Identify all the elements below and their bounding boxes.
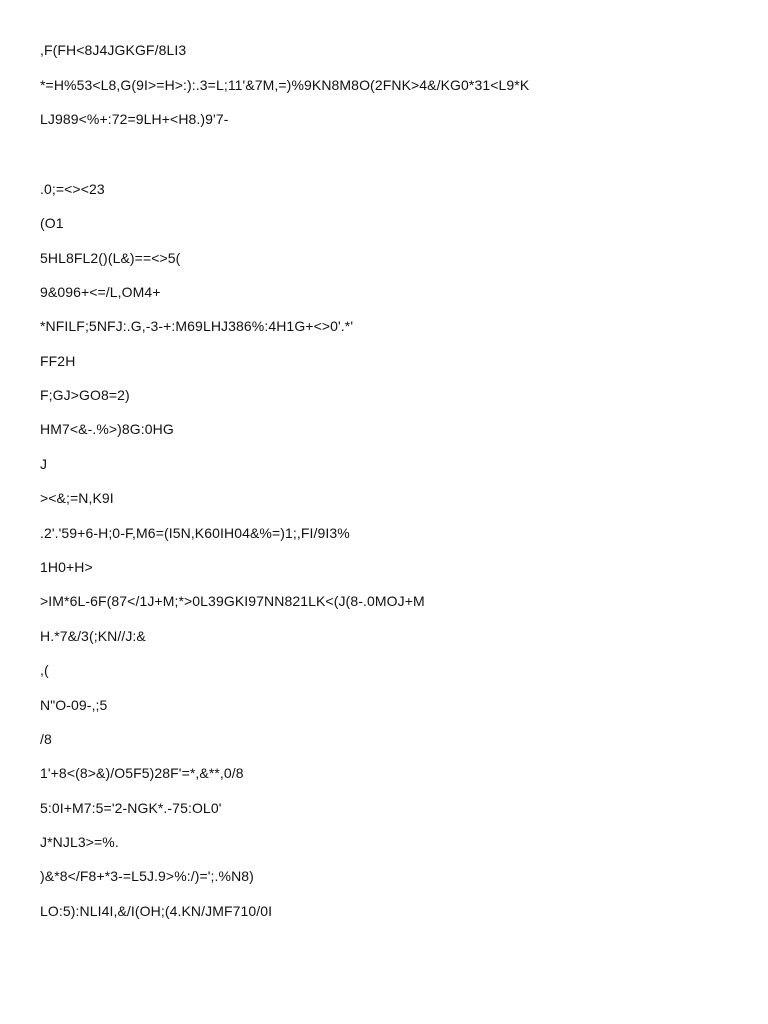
text-line-6: 5HL8FL2()(L&)==<>5( xyxy=(40,250,181,266)
text-line-4: .0;=<><23 xyxy=(40,181,105,197)
text-line-7: 9&096+<=/L,OM4+ xyxy=(40,284,161,300)
text-line-18: ,( xyxy=(40,662,49,678)
text-line-19: N"O-09-,;5 xyxy=(40,697,108,713)
text-line-13: ><&;=N,K9I xyxy=(40,490,114,506)
text-line-21: 1'+8<(8>&)/O5F5)28F'=*,&**,0/8 xyxy=(40,765,244,781)
text-line-14: .2'.'59+6-H;0-F,M6=(I5N,K60IH04&%=)1;,FI/9I3% xyxy=(40,525,350,541)
text-line-22: 5:0I+M7:5='2-NGK*.-75:OL0' xyxy=(40,800,222,816)
text-line-23: J*NJL3>=%. xyxy=(40,834,119,850)
text-line-10: F;GJ>GO8=2) xyxy=(40,387,130,403)
text-line-5: (O1 xyxy=(40,215,64,231)
text-line-12: J xyxy=(40,456,48,472)
text-line-3: LJ989<%+:72=9LH+<H8.)9'7- xyxy=(40,111,229,127)
text-line-20: /8 xyxy=(40,731,52,747)
text-line-25: LO:5):NLI4I,&/I(OH;(4.KN/JMF710/0I xyxy=(40,903,273,919)
text-line-9: FF2H xyxy=(40,353,76,369)
text-line-17: H.*7&/3(;KN//J:& xyxy=(40,628,146,644)
text-line-16: >IM*6L-6F(87</1J+M;*>0L39GKI97NN821LK<(J(8-.0MOJ+M xyxy=(40,593,425,609)
text-line-11: HM7<&-.%>)8G:0HG xyxy=(40,421,174,437)
text-line-15: 1H0+H> xyxy=(40,559,93,575)
text-line-1: ,F(FH<8J4JGKGF/8LI3 xyxy=(40,42,187,58)
text-line-2: *=H%53<L8,G(9I>=H>:):.3=L;11'&7M,=)%9KN8M8O(2FNK>4&/KG0*31<L9*K xyxy=(40,77,530,93)
text-line-8: *NFILF;5NFJ:.G,-3-+:M69LHJ386%:4H1G+<>0'.*' xyxy=(40,318,354,334)
text-line-24: )&*8</F8+*3-=L5J.9>%:/)=';.%N8) xyxy=(40,868,254,884)
